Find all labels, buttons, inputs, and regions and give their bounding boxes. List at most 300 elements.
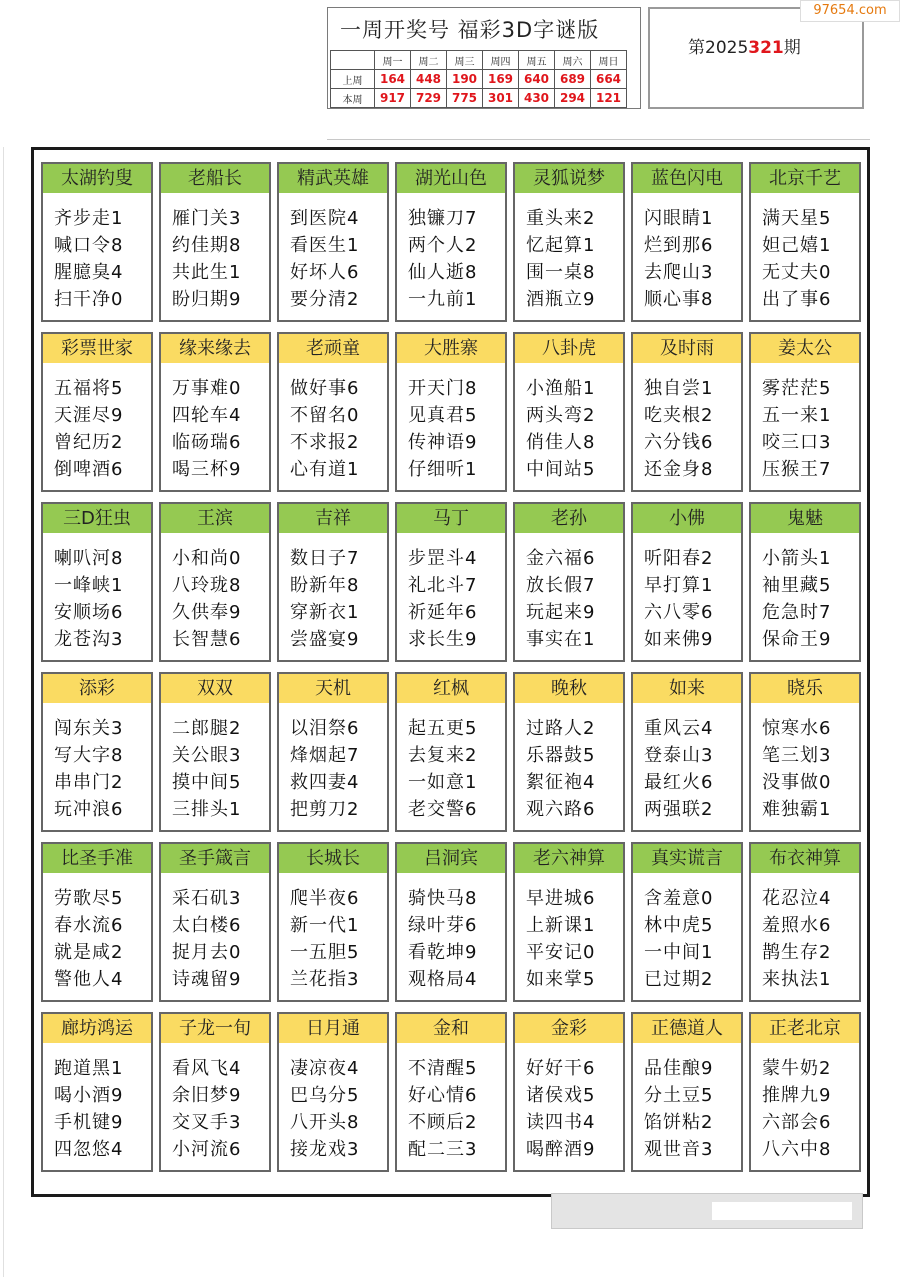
riddle-line: 事实在1 (526, 629, 596, 650)
riddle-line: 不留名0 (290, 405, 360, 426)
riddle-line: 礼北斗7 (408, 575, 478, 596)
draw-number: 164 (375, 70, 411, 89)
riddle-line: 关公眼3 (172, 745, 242, 766)
card-riddle-lines (43, 873, 151, 993)
card-author-name: 及时雨 (633, 334, 741, 363)
riddle-grid-frame (31, 147, 870, 1197)
riddle-card (631, 1012, 743, 1172)
riddle-card (159, 672, 271, 832)
draw-number: 917 (375, 89, 411, 108)
riddle-line: 救四妻4 (290, 772, 360, 793)
riddle-line: 小箭头1 (762, 548, 832, 569)
card-author-name: 比圣手准 (43, 844, 151, 873)
riddle-card (395, 842, 507, 1002)
riddle-line: 早进城6 (526, 888, 596, 909)
riddle-card (41, 672, 153, 832)
card-riddle-lines (397, 873, 505, 993)
riddle-card (41, 162, 153, 322)
card-author-name: 王滨 (161, 504, 269, 533)
riddle-line: 手机键9 (54, 1112, 124, 1133)
riddle-line: 无丈夫0 (762, 262, 832, 283)
card-riddle-lines (397, 193, 505, 313)
riddle-line: 祈延年6 (408, 602, 478, 623)
riddle-line: 玩起来9 (526, 602, 596, 623)
riddle-line: 不清醒5 (408, 1058, 478, 1079)
card-riddle-lines (279, 703, 387, 823)
riddle-card (513, 502, 625, 662)
row-label: 上周 (331, 70, 375, 89)
draw-table-corner (331, 51, 375, 70)
riddle-line: 凄凉夜4 (290, 1058, 360, 1079)
riddle-line: 久供奉9 (172, 602, 242, 623)
card-riddle-lines (161, 363, 269, 483)
riddle-line: 腥臆臭4 (54, 262, 124, 283)
riddle-line: 吃夹根2 (644, 405, 714, 426)
riddle-line: 天涯尽9 (54, 405, 124, 426)
riddle-line: 顺心事8 (644, 289, 714, 310)
riddle-line: 一如意1 (408, 772, 478, 793)
riddle-line: 二郎腿2 (172, 718, 242, 739)
card-author-name: 灵狐说梦 (515, 164, 623, 193)
riddle-card (277, 1012, 389, 1172)
riddle-line: 喝三杯9 (172, 459, 242, 480)
row-label: 本周 (331, 89, 375, 108)
riddle-line: 中间站5 (526, 459, 596, 480)
riddle-line: 一中间1 (644, 942, 714, 963)
card-author-name: 金彩 (515, 1014, 623, 1043)
card-author-name: 小佛 (633, 504, 741, 533)
draw-number: 729 (411, 89, 447, 108)
riddle-line: 早打算1 (644, 575, 714, 596)
card-author-name: 精武英雄 (279, 164, 387, 193)
issue-number-panel (648, 7, 864, 109)
weekly-draw-table (330, 50, 627, 108)
footer-bar (551, 1193, 863, 1229)
card-riddle-lines (43, 1043, 151, 1163)
riddle-line: 笔三划3 (762, 745, 832, 766)
riddle-line: 就是咸2 (54, 942, 124, 963)
riddle-line: 心有道1 (290, 459, 360, 480)
draw-number: 448 (411, 70, 447, 89)
riddle-line: 咬三口3 (762, 432, 832, 453)
card-author-name: 正德道人 (633, 1014, 741, 1043)
riddle-card (513, 162, 625, 322)
header-divider (327, 139, 870, 140)
riddle-line: 数日子7 (290, 548, 360, 569)
card-author-name: 老顽童 (279, 334, 387, 363)
riddle-card (159, 162, 271, 322)
riddle-line: 一峰峡1 (54, 575, 124, 596)
riddle-line: 两头弯2 (526, 405, 596, 426)
riddle-line: 约佳期8 (172, 235, 242, 256)
riddle-line: 曾纪历2 (54, 432, 124, 453)
riddle-line: 盼新年8 (290, 575, 360, 596)
riddle-card (513, 672, 625, 832)
card-author-name: 廊坊鸿运 (43, 1014, 151, 1043)
riddle-card (631, 672, 743, 832)
card-author-name: 三D狂虫 (43, 504, 151, 533)
riddle-line: 爬半夜6 (290, 888, 360, 909)
riddle-line: 捉月去0 (172, 942, 242, 963)
riddle-line: 满天星5 (762, 208, 832, 229)
riddle-line: 蒙牛奶2 (762, 1058, 832, 1079)
riddle-line: 写大字8 (54, 745, 124, 766)
card-author-name: 天机 (279, 674, 387, 703)
riddle-line: 妲己嬉1 (762, 235, 832, 256)
riddle-line: 花忍泣4 (762, 888, 832, 909)
card-riddle-lines (751, 193, 859, 313)
riddle-line: 见真君5 (408, 405, 478, 426)
riddle-line: 围一桌8 (526, 262, 596, 283)
riddle-line: 倒啤酒6 (54, 459, 124, 480)
card-riddle-lines (161, 533, 269, 653)
riddle-line: 听阳春2 (644, 548, 714, 569)
riddle-card (631, 842, 743, 1002)
card-riddle-lines (515, 193, 623, 313)
riddle-line: 新一代1 (290, 915, 360, 936)
card-riddle-lines (751, 363, 859, 483)
riddle-line: 劳歌尽5 (54, 888, 124, 909)
site-watermark: 97654.com (800, 0, 900, 22)
riddle-line: 绿叶芽6 (408, 915, 478, 936)
riddle-line: 余旧梦9 (172, 1085, 242, 1106)
riddle-line: 尝盛宴9 (290, 629, 360, 650)
riddle-line: 传神语9 (408, 432, 478, 453)
riddle-line: 馅饼粘2 (644, 1112, 714, 1133)
riddle-line: 惊寒水6 (762, 718, 832, 739)
riddle-line: 仔细听1 (408, 459, 478, 480)
riddle-card (277, 672, 389, 832)
riddle-card (395, 1012, 507, 1172)
riddle-line: 五一来1 (762, 405, 832, 426)
card-riddle-lines (751, 703, 859, 823)
riddle-line: 不求报2 (290, 432, 360, 453)
riddle-line: 春水流6 (54, 915, 124, 936)
riddle-line: 交叉手3 (172, 1112, 242, 1133)
riddle-line: 小和尚0 (172, 548, 242, 569)
card-riddle-lines (161, 193, 269, 313)
card-author-name: 红枫 (397, 674, 505, 703)
riddle-line: 不顾后2 (408, 1112, 478, 1133)
riddle-line: 喇叭河8 (54, 548, 124, 569)
riddle-card (631, 502, 743, 662)
riddle-line: 临砀瑞6 (172, 432, 242, 453)
draw-number: 169 (483, 70, 519, 89)
card-author-name: 老六神算 (515, 844, 623, 873)
riddle-line: 以泪祭6 (290, 718, 360, 739)
card-riddle-lines (43, 363, 151, 483)
riddle-line: 最红火6 (644, 772, 714, 793)
riddle-card (631, 332, 743, 492)
card-riddle-lines (397, 703, 505, 823)
riddle-line: 忆起算1 (526, 235, 596, 256)
riddle-line: 难独霸1 (762, 799, 832, 820)
day-header: 周一 (375, 51, 411, 70)
card-riddle-lines (397, 533, 505, 653)
riddle-line: 俏佳人8 (526, 432, 596, 453)
riddle-line: 如来掌5 (526, 969, 596, 990)
card-riddle-lines (633, 873, 741, 993)
riddle-line: 烂到那6 (644, 235, 714, 256)
day-header: 周日 (591, 51, 627, 70)
draw-table-header-row (331, 51, 627, 70)
card-riddle-lines (751, 873, 859, 993)
riddle-line: 去爬山3 (644, 262, 714, 283)
riddle-line: 已过期2 (644, 969, 714, 990)
riddle-line: 求长生9 (408, 629, 478, 650)
riddle-card (513, 332, 625, 492)
riddle-card (749, 502, 861, 662)
riddle-line: 两个人2 (408, 235, 478, 256)
riddle-line: 开天门8 (408, 378, 478, 399)
riddle-line: 雁门关3 (172, 208, 242, 229)
riddle-line: 八玲珑8 (172, 575, 242, 596)
riddle-card (159, 842, 271, 1002)
riddle-line: 到医院4 (290, 208, 360, 229)
riddle-line: 玩冲浪6 (54, 799, 124, 820)
card-author-name: 吉祥 (279, 504, 387, 533)
riddle-line: 没事做0 (762, 772, 832, 793)
riddle-line: 观世音3 (644, 1139, 714, 1160)
riddle-card (513, 842, 625, 1002)
riddle-card (159, 332, 271, 492)
riddle-line: 烽烟起7 (290, 745, 360, 766)
riddle-line: 接龙戏3 (290, 1139, 360, 1160)
riddle-line: 三排头1 (172, 799, 242, 820)
riddle-line: 袖里藏5 (762, 575, 832, 596)
riddle-line: 好好干6 (526, 1058, 596, 1079)
card-riddle-lines (161, 873, 269, 993)
card-author-name: 大胜寨 (397, 334, 505, 363)
riddle-line: 长智慧6 (172, 629, 242, 650)
riddle-line: 诸侯戏5 (526, 1085, 596, 1106)
card-author-name: 正老北京 (751, 1014, 859, 1043)
card-riddle-lines (279, 533, 387, 653)
card-author-name: 晓乐 (751, 674, 859, 703)
riddle-line: 过路人2 (526, 718, 596, 739)
card-riddle-lines (161, 1043, 269, 1163)
card-riddle-lines (515, 363, 623, 483)
riddle-line: 金六福6 (526, 548, 596, 569)
card-author-name: 湖光山色 (397, 164, 505, 193)
riddle-line: 喝醉酒9 (526, 1139, 596, 1160)
card-riddle-lines (397, 1043, 505, 1163)
card-riddle-lines (279, 193, 387, 313)
riddle-card (749, 1012, 861, 1172)
riddle-line: 还金身8 (644, 459, 714, 480)
riddle-line: 压猴王7 (762, 459, 832, 480)
weekly-draw-panel (327, 7, 641, 109)
riddle-line: 起五更5 (408, 718, 478, 739)
riddle-line: 骑快马8 (408, 888, 478, 909)
riddle-line: 仙人逝8 (408, 262, 478, 283)
riddle-line: 诗魂留9 (172, 969, 242, 990)
card-author-name: 真实谎言 (633, 844, 741, 873)
riddle-card (395, 162, 507, 322)
riddle-line: 步罡斗4 (408, 548, 478, 569)
riddle-line: 看风飞4 (172, 1058, 242, 1079)
riddle-line: 配二三3 (408, 1139, 478, 1160)
riddle-line: 小河流6 (172, 1139, 242, 1160)
riddle-line: 五福将5 (54, 378, 124, 399)
page-edge-line (3, 147, 4, 1277)
draw-number: 190 (447, 70, 483, 89)
riddle-card (749, 842, 861, 1002)
riddle-line: 好坏人6 (290, 262, 360, 283)
card-riddle-lines (279, 873, 387, 993)
riddle-card (631, 162, 743, 322)
riddle-line: 闯东关3 (54, 718, 124, 739)
riddle-line: 四忽悠4 (54, 1139, 124, 1160)
riddle-line: 去复来2 (408, 745, 478, 766)
riddle-line: 出了事6 (762, 289, 832, 310)
riddle-line: 八六中8 (762, 1139, 832, 1160)
riddle-card (395, 672, 507, 832)
card-author-name: 子龙一旬 (161, 1014, 269, 1043)
riddle-line: 摸中间5 (172, 772, 242, 793)
riddle-line: 喊口令8 (54, 235, 124, 256)
riddle-line: 重头来2 (526, 208, 596, 229)
riddle-line: 观格局4 (408, 969, 478, 990)
riddle-line: 巴乌分5 (290, 1085, 360, 1106)
card-author-name: 添彩 (43, 674, 151, 703)
riddle-line: 万事难0 (172, 378, 242, 399)
card-author-name: 晚秋 (515, 674, 623, 703)
issue-number: 321 (748, 38, 784, 58)
riddle-line: 要分清2 (290, 289, 360, 310)
riddle-line: 品佳酿9 (644, 1058, 714, 1079)
card-riddle-lines (397, 363, 505, 483)
riddle-card (277, 162, 389, 322)
card-author-name: 金和 (397, 1014, 505, 1043)
riddle-line: 独自尝1 (644, 378, 714, 399)
card-riddle-lines (633, 1043, 741, 1163)
card-author-name: 缘来缘去 (161, 334, 269, 363)
card-author-name: 蓝色闪电 (633, 164, 741, 193)
riddle-line: 两强联2 (644, 799, 714, 820)
riddle-line: 齐步走1 (54, 208, 124, 229)
card-author-name: 日月通 (279, 1014, 387, 1043)
card-riddle-lines (515, 703, 623, 823)
card-riddle-lines (279, 1043, 387, 1163)
riddle-line: 酒瓶立9 (526, 289, 596, 310)
riddle-card (41, 1012, 153, 1172)
card-riddle-lines (751, 1043, 859, 1163)
riddle-card (277, 842, 389, 1002)
day-header: 周六 (555, 51, 591, 70)
card-riddle-lines (279, 363, 387, 483)
issue-prefix: 第2025 (688, 38, 749, 58)
riddle-card (159, 1012, 271, 1172)
card-riddle-lines (633, 703, 741, 823)
card-author-name: 太湖钓叟 (43, 164, 151, 193)
draw-number: 121 (591, 89, 627, 108)
riddle-line: 六部会6 (762, 1112, 832, 1133)
day-header: 周五 (519, 51, 555, 70)
riddle-card (395, 502, 507, 662)
riddle-line: 兰花指3 (290, 969, 360, 990)
riddle-line: 盼归期9 (172, 289, 242, 310)
riddle-line: 平安记0 (526, 942, 596, 963)
draw-number: 640 (519, 70, 555, 89)
riddle-line: 六八零6 (644, 602, 714, 623)
riddle-line: 跑道黑1 (54, 1058, 124, 1079)
riddle-line: 独镰刀7 (408, 208, 478, 229)
card-author-name: 北京千艺 (751, 164, 859, 193)
riddle-card (513, 1012, 625, 1172)
riddle-line: 保命王9 (762, 629, 832, 650)
draw-number: 689 (555, 70, 591, 89)
draw-number: 301 (483, 89, 519, 108)
riddle-card (749, 332, 861, 492)
riddle-line: 观六路6 (526, 799, 596, 820)
card-riddle-lines (633, 363, 741, 483)
riddle-line: 穿新衣1 (290, 602, 360, 623)
card-author-name: 鬼魅 (751, 504, 859, 533)
riddle-line: 上新课1 (526, 915, 596, 936)
riddle-card (749, 672, 861, 832)
card-riddle-lines (751, 533, 859, 653)
riddle-line: 絮征袍4 (526, 772, 596, 793)
card-author-name: 马丁 (397, 504, 505, 533)
riddle-line: 四轮车4 (172, 405, 242, 426)
riddle-card (159, 502, 271, 662)
riddle-line: 扫干净0 (54, 289, 124, 310)
riddle-grid (41, 162, 861, 1172)
card-riddle-lines (43, 533, 151, 653)
riddle-line: 龙苍沟3 (54, 629, 124, 650)
card-author-name: 长城长 (279, 844, 387, 873)
riddle-card (277, 332, 389, 492)
card-riddle-lines (633, 533, 741, 653)
riddle-line: 六分钱6 (644, 432, 714, 453)
riddle-line: 鹊生存2 (762, 942, 832, 963)
card-author-name: 姜太公 (751, 334, 859, 363)
issue-label (688, 33, 801, 58)
card-riddle-lines (515, 533, 623, 653)
card-author-name: 老孙 (515, 504, 623, 533)
riddle-line: 采石矶3 (172, 888, 242, 909)
riddle-line: 推牌九9 (762, 1085, 832, 1106)
riddle-card (41, 842, 153, 1002)
draw-number: 294 (555, 89, 591, 108)
riddle-line: 含羞意0 (644, 888, 714, 909)
riddle-line: 太白楼6 (172, 915, 242, 936)
riddle-line: 警他人4 (54, 969, 124, 990)
riddle-line: 串串门2 (54, 772, 124, 793)
riddle-card (749, 162, 861, 322)
card-author-name: 吕洞宾 (397, 844, 505, 873)
riddle-line: 看乾坤9 (408, 942, 478, 963)
riddle-line: 林中虎5 (644, 915, 714, 936)
riddle-line: 喝小酒9 (54, 1085, 124, 1106)
riddle-line: 共此生1 (172, 262, 242, 283)
card-author-name: 双双 (161, 674, 269, 703)
riddle-card (41, 502, 153, 662)
riddle-line: 读四书4 (526, 1112, 596, 1133)
riddle-line: 好心情6 (408, 1085, 478, 1106)
day-header: 周三 (447, 51, 483, 70)
card-riddle-lines (43, 703, 151, 823)
card-author-name: 圣手箴言 (161, 844, 269, 873)
riddle-line: 危急时7 (762, 602, 832, 623)
riddle-line: 把剪刀2 (290, 799, 360, 820)
day-header: 周四 (483, 51, 519, 70)
card-riddle-lines (515, 1043, 623, 1163)
riddle-line: 如来佛9 (644, 629, 714, 650)
riddle-line: 重风云4 (644, 718, 714, 739)
card-author-name: 布衣神算 (751, 844, 859, 873)
